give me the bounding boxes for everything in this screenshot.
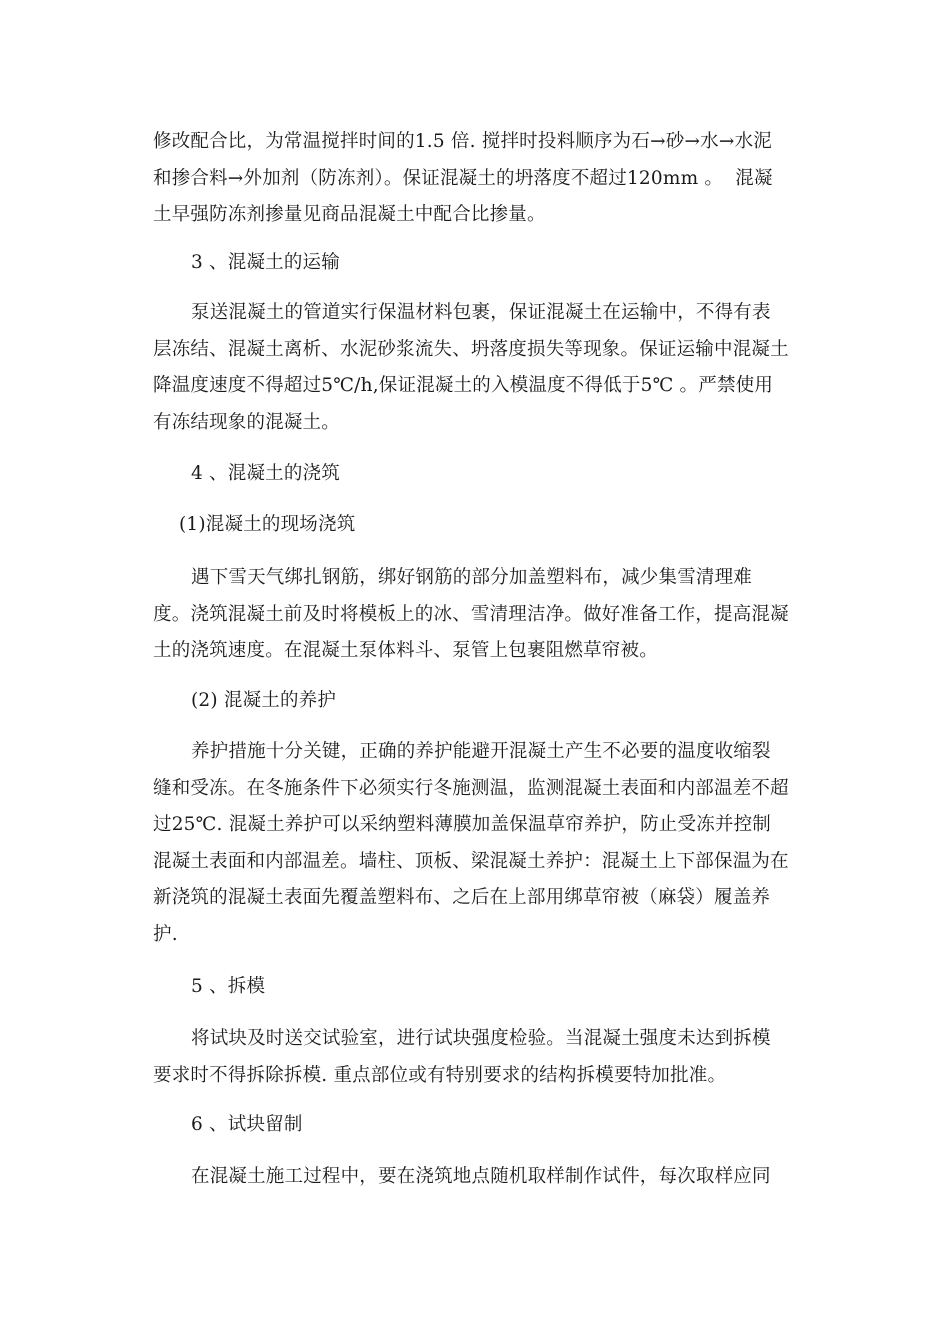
heading-pouring: 4 、混凝土的浇筑 — [191, 463, 340, 484]
heading-formwork-removal: 5 、拆模 — [191, 976, 266, 997]
subheading-site-pouring: (1)混凝土的现场浇筑 — [179, 514, 356, 535]
heading-test-specimens: 6 、试块留制 — [191, 1114, 303, 1135]
subheading-curing: (2) 混凝土的养护 — [191, 690, 337, 711]
heading-transport: 3 、混凝土的运输 — [191, 252, 340, 273]
paragraph-formwork-removal: 将试块及时送交试验室，进行试块强度检验。当混凝土强度未达到拆模要求时不得拆除拆模. 重点部位或有特别要求的结构拆模要特加批准。 — [153, 1028, 771, 1086]
paragraph-curing: 养护措施十分关键，正确的养护能避开混凝土产生不必要的温度收缩裂缝和受冻。在冬施条件下必须实行冬施测温，监测混凝土表面和内部温差不超过25℃. 混凝土养护可以采纳塑料薄膜加盖保温草帘养护，防止受冻并控制混凝土表面和内部温差。墙柱、顶板、梁混凝土养护：混凝土上下部保温为在新浇筑的混凝土表面先覆盖塑料布、之后在上部用绑草帘被（麻袋）履盖养护. — [153, 741, 789, 945]
paragraph-test-specimens: 在混凝土施工过程中，要在浇筑地点随机取样制作试件，每次取样应同 — [191, 1166, 771, 1187]
paragraph-transport: 泵送混凝土的管道实行保温材料包裹，保证混凝土在运输中，不得有表层冻结、混凝土离析、水泥砂浆流失、坍落度损失等现象。保证运输中混凝土降温度速度不得超过5℃/h,保证混凝土的入模温度不得低于5℃ 。严禁使用有冻结现象的混凝土。 — [153, 302, 789, 433]
paragraph-site-pouring: 遇下雪天气绑扎钢筋，绑好钢筋的部分加盖塑料布，减少集雪清理难度。浇筑混凝土前及时将模板上的冰、雪清理洁净。做好准备工作，提高混凝土的浇筑速度。在混凝土泵体料斗、泵管上包裹阻燃草帘被。 — [153, 567, 789, 661]
paragraph-mix-ratio: 修改配合比，为常温搅拌时间的1.5 倍. 搅拌时投料顺序为石→砂→水→水泥和掺合料→外加剂（防冻剂）。保证混凝土的坍落度不超过120mm 。 混凝土早强防冻剂掺量见商品混凝土中配合比掺量。 — [153, 131, 773, 225]
